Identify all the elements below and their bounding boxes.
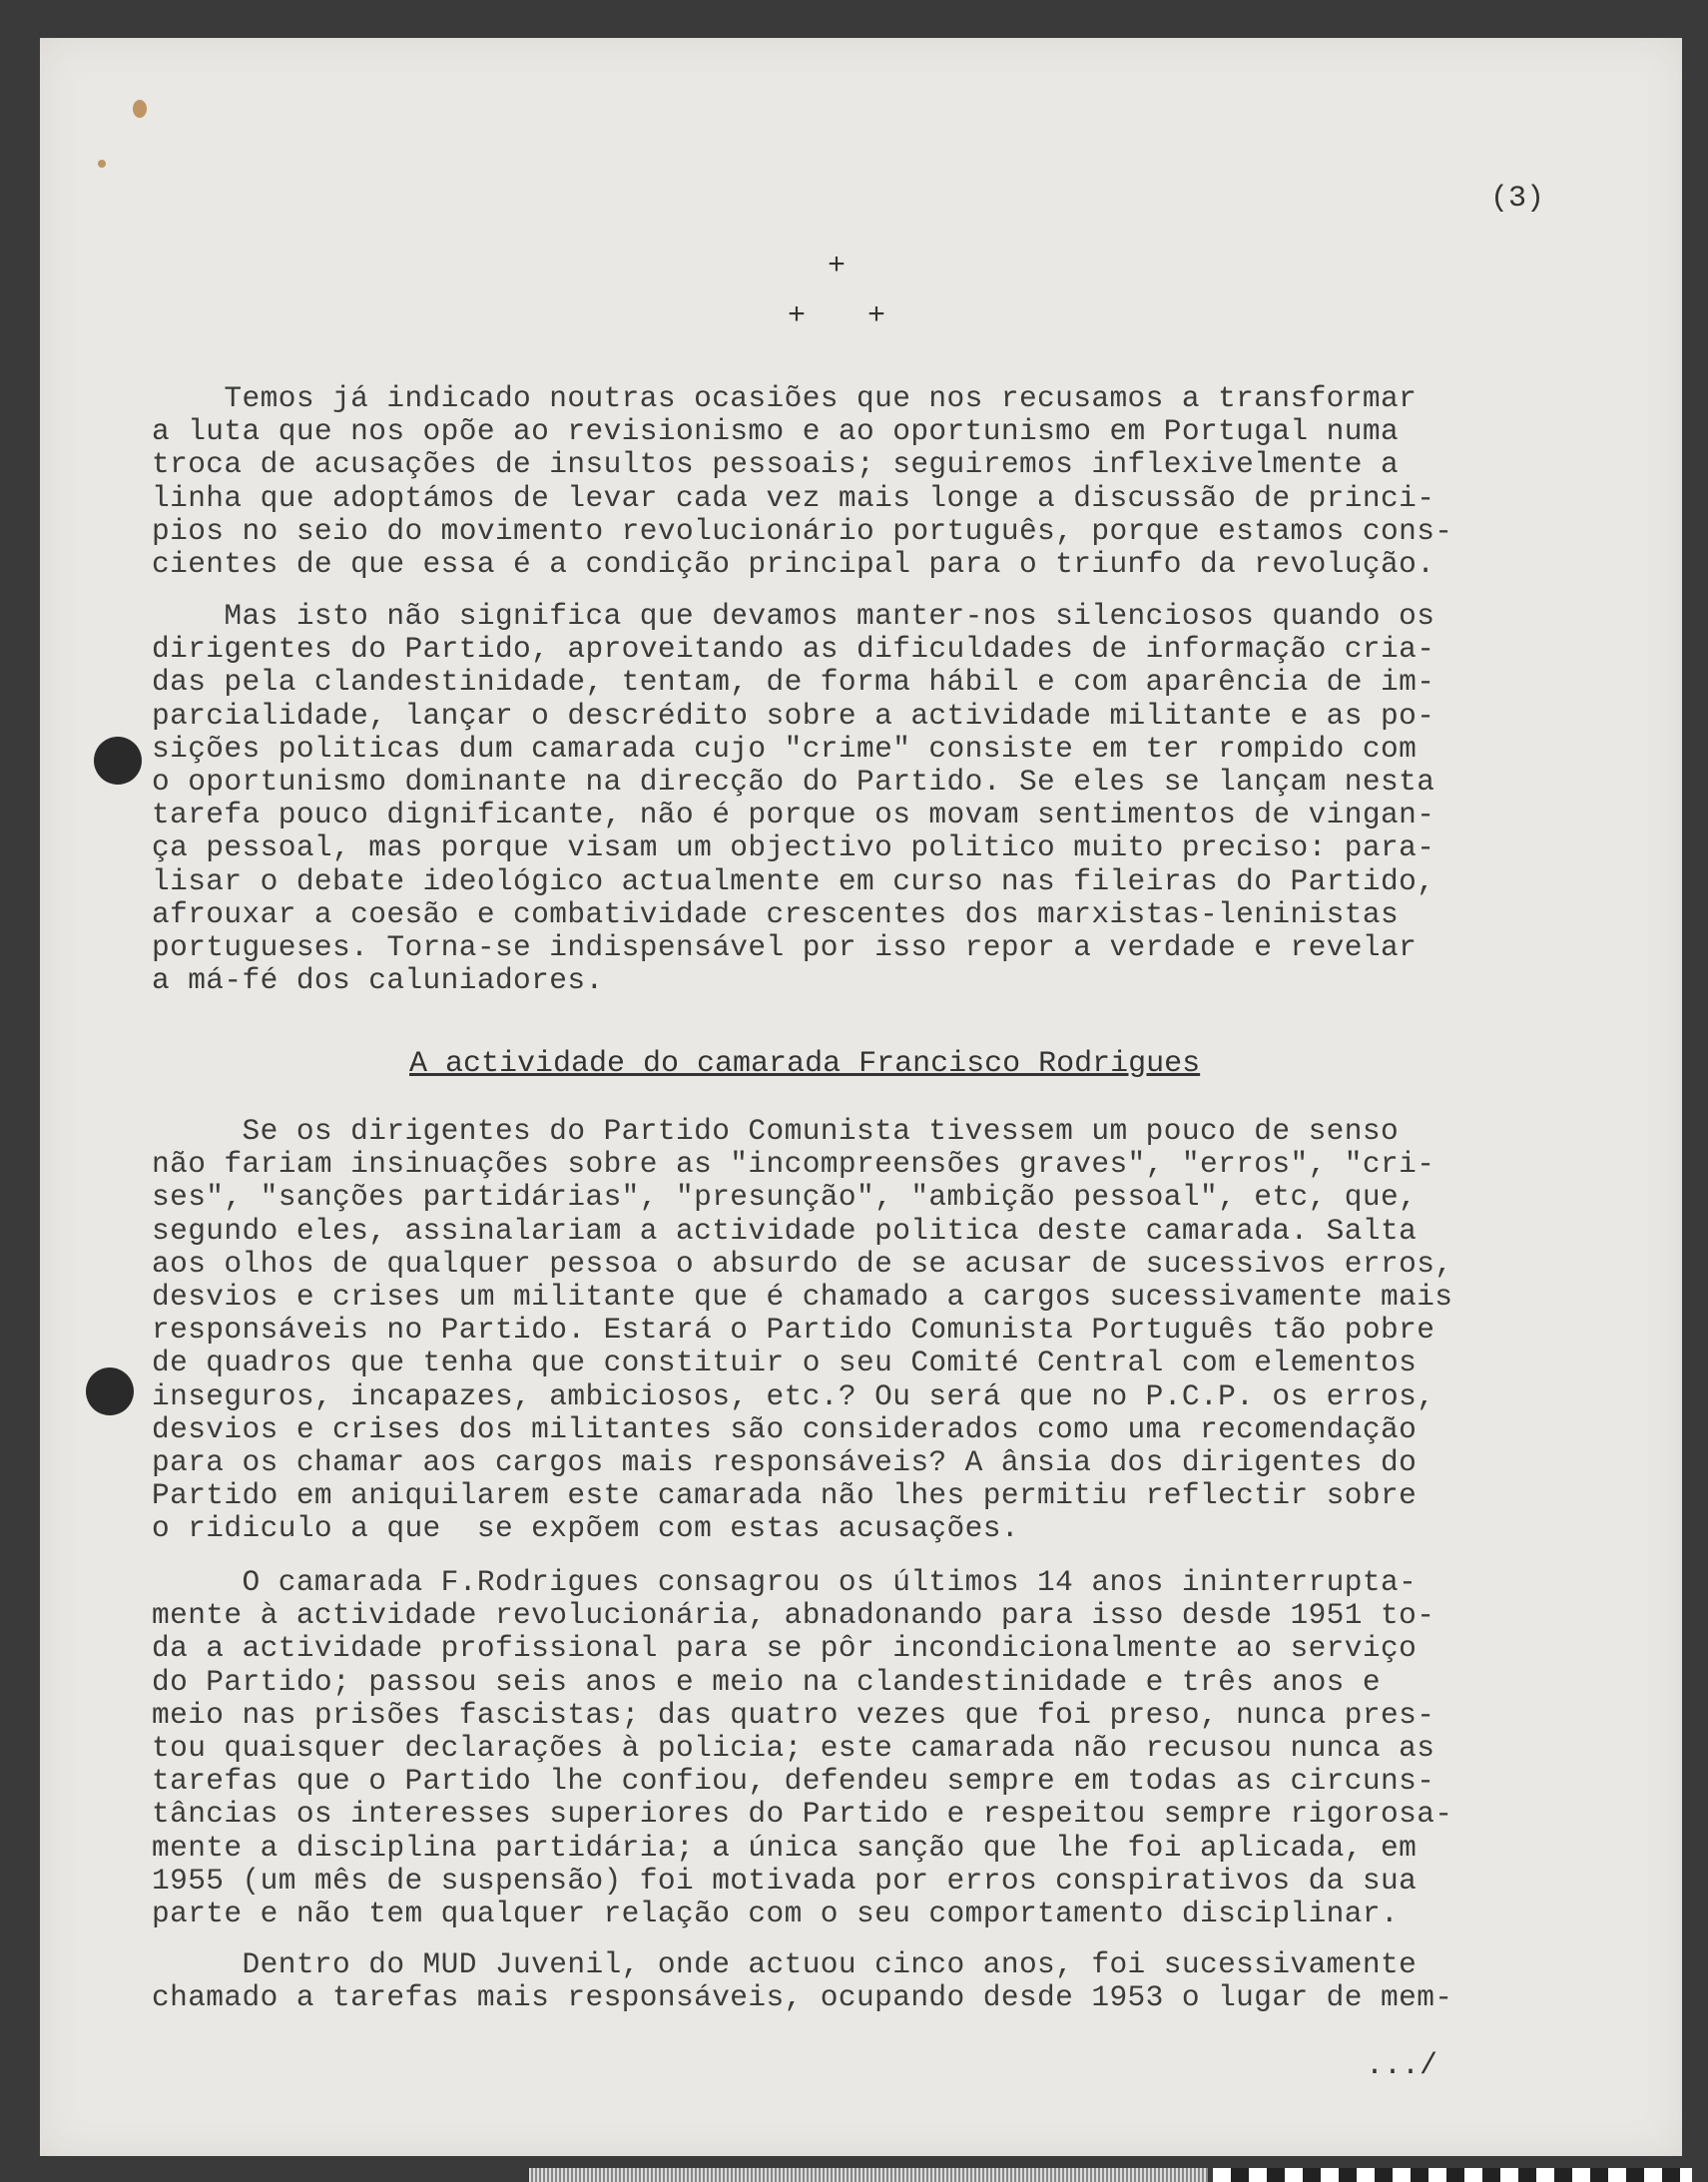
text-line: do Partido; passou seis anos e meio na clandestinidade e três anos e xyxy=(152,1664,1381,1699)
text-line: meio nas prisões fascistas; das quatro vezes que foi preso, nunca pres- xyxy=(152,1697,1435,1732)
text-line: segundo eles, assinalariam a actividade politica deste camarada. Salta xyxy=(152,1213,1418,1248)
text-line: tarefa pouco dignificante, não é porque os movam sentimentos de vingan- xyxy=(152,798,1435,832)
text-line: sições politicas dum camarada cujo "crime" consiste em ter rompido com xyxy=(152,731,1418,766)
page-number: (3) xyxy=(1490,182,1545,216)
text-line: tâncias os interesses superiores do Partido e respeitou sempre rigorosa- xyxy=(152,1797,1453,1832)
text-line: linha que adoptámos de levar cada vez mais longe a discussão de princi- xyxy=(152,480,1435,515)
text-line: O camarada F.Rodrigues consagrou os últimos 14 anos ininterrupta- xyxy=(152,1565,1418,1599)
text-line: ses", "sanções partidárias", "presunção", "ambição pessoal", etc, que, xyxy=(152,1180,1418,1215)
text-line: 1955 (um mês de suspensão) foi motivada por erros conspirativos da sua xyxy=(152,1863,1418,1898)
text-line: afrouxar a coesão e combatividade crescentes dos marxistas-leninistas xyxy=(152,896,1400,931)
text-line: tarefas que o Partido lhe confiou, defendeu sempre em todas as circuns- xyxy=(152,1764,1435,1799)
text-line: o ridiculo a que se expõem com estas acusações. xyxy=(152,1511,1019,1546)
text-line: pios no seio do movimento revolucionário português, porque estamos cons- xyxy=(152,513,1453,548)
text-line: Se os dirigentes do Partido Comunista tivessem um pouco de senso xyxy=(152,1114,1400,1148)
text-line: não fariam insinuações sobre as "incompreensões graves", "erros", "cri- xyxy=(152,1147,1435,1182)
text-line: a má-fé dos caluniadores. xyxy=(152,963,604,998)
paragraph xyxy=(152,1948,1589,2014)
text-line: mente à actividade revolucionária, abnadonando para isso desde 1951 to- xyxy=(152,1598,1435,1633)
separator-mark: + xyxy=(788,299,807,333)
text-line: parcialidade, lançar o descrédito sobre a actividade militante e as po- xyxy=(152,698,1435,733)
stain-mark xyxy=(133,100,147,118)
scale-ruler xyxy=(529,2168,1208,2182)
text-line: parte e não tem qualquer relação com o seu comportamento disciplinar. xyxy=(152,1896,1400,1930)
separator-mark: + xyxy=(867,299,886,333)
text-line: Mas isto não significa que devamos manter-nos silenciosos quando os xyxy=(152,599,1435,633)
punch-hole xyxy=(86,1367,134,1415)
text-line: lisar o debate ideológico actualmente em curso nas fileiras do Partido, xyxy=(152,863,1435,898)
separator-mark: + xyxy=(828,250,847,283)
text-line: desvios e crises dos militantes são considerados como uma recomendação xyxy=(152,1411,1418,1446)
paragraph xyxy=(152,600,1589,997)
text-line: chamado a tarefas mais responsáveis, ocupando desde 1953 o lugar de mem- xyxy=(152,1980,1453,2015)
text-line: das pela clandestinidade, tentam, de forma hábil e com aparência de im- xyxy=(152,665,1435,700)
text-line: cientes de que essa é a condição principal para o triunfo da revolução. xyxy=(152,546,1435,581)
section-heading: A actividade do camarada Francisco Rodrigues xyxy=(409,1047,1201,1081)
text-line: aos olhos de qualquer pessoa o absurdo de se acusar de sucessivos erros, xyxy=(152,1246,1453,1281)
text-line: de quadros que tenha que constituir o seu Comité Central com elementos xyxy=(152,1346,1418,1380)
text-line: inseguros, incapazes, ambiciosos, etc.? Ou será que no P.C.P. os erros, xyxy=(152,1378,1435,1413)
text-line: Partido em aniquilarem este camarada não lhes permitiu reflectir sobre xyxy=(152,1478,1418,1513)
text-line: mente a disciplina partidária; a única sanção que lhe foi aplicada, em xyxy=(152,1830,1418,1865)
text-line: para os chamar aos cargos mais responsáveis? A ânsia dos dirigentes do xyxy=(152,1444,1418,1479)
text-line: Temos já indicado noutras ocasiões que nos recusamos a transformar xyxy=(152,381,1418,415)
text-line: troca de acusações de insultos pessoais; seguiremos inflexivelmente a xyxy=(152,447,1400,482)
text-line: a luta que nos opõe ao revisionismo e ao oportunismo em Portugal numa xyxy=(152,414,1400,449)
text-line: Dentro do MUD Juvenil, onde actuou cinco anos, foi sucessivamente xyxy=(152,1947,1418,1981)
text-line: ça pessoal, mas porque visam um objectivo politico muito preciso: para- xyxy=(152,830,1435,865)
text-line: tou quaisquer declarações à policia; este camarada não recusou nunca as xyxy=(152,1730,1435,1765)
paragraph xyxy=(152,382,1589,581)
text-line: desvios e crises um militante que é chamado a cargos sucessivamente mais xyxy=(152,1279,1453,1314)
paragraph xyxy=(152,1115,1589,1545)
color-bar xyxy=(1213,2168,1692,2182)
punch-hole xyxy=(94,737,142,785)
text-line: da a actividade profissional para se pôr incondicionalmente ao serviço xyxy=(152,1631,1418,1666)
paragraph xyxy=(152,1566,1589,1930)
text-line: dirigentes do Partido, aproveitando as dificuldades de informação cria- xyxy=(152,632,1435,667)
text-line: responsáveis no Partido. Estará o Partido Comunista Português tão pobre xyxy=(152,1313,1435,1348)
text-line: portugueses. Torna-se indispensável por isso repor a verdade e revelar xyxy=(152,929,1418,964)
continuation-mark: .../ xyxy=(1366,2049,1438,2083)
text-line: o oportunismo dominante na direcção do Partido. Se eles se lançam nesta xyxy=(152,764,1435,799)
stain-mark xyxy=(98,160,106,168)
